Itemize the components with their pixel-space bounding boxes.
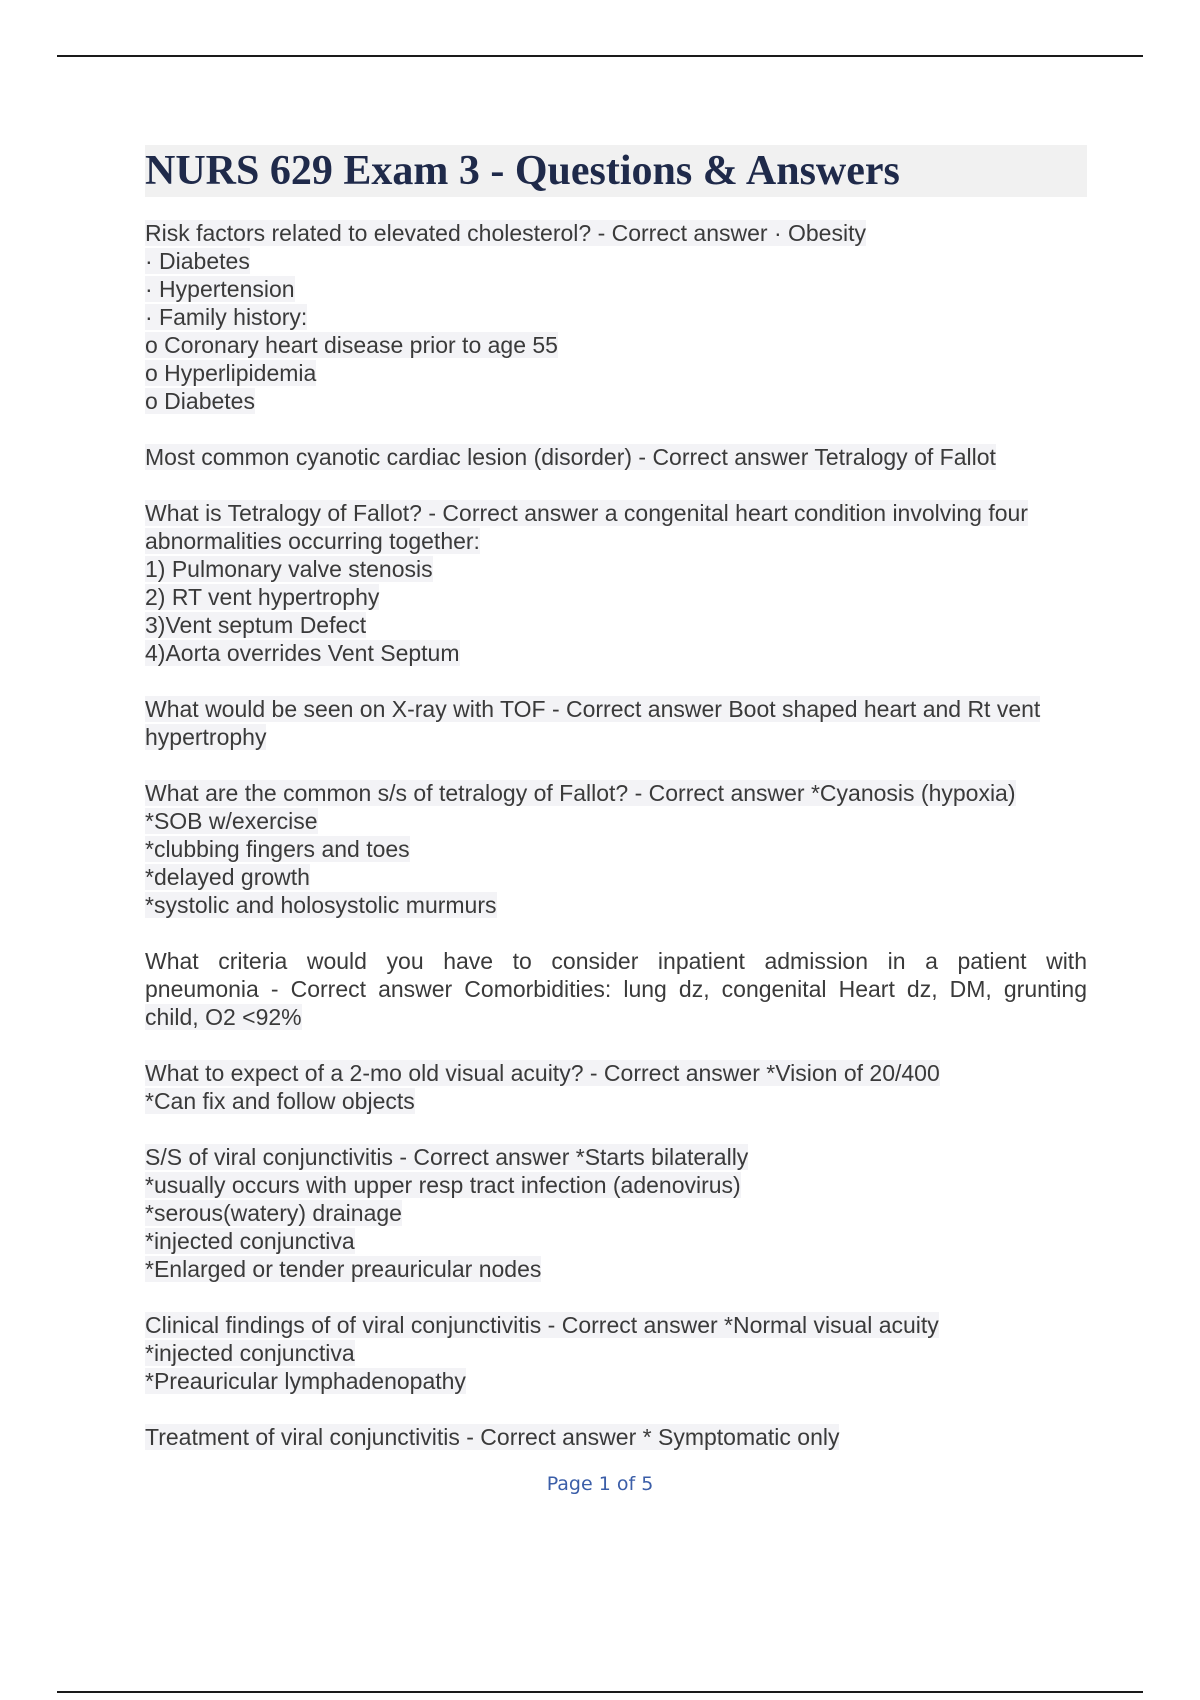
qa-line: abnormalities occurring together: (145, 528, 480, 554)
qa-line: 4)Aorta overrides Vent Septum (145, 640, 460, 666)
qa-line: What is Tetralogy of Fallot? - Correct answer a congenital heart condition involving four (145, 500, 1028, 526)
qa-item (145, 1423, 1087, 1451)
qa-line: What to expect of a 2-mo old visual acuity? - Correct answer *Vision of 20/400 (145, 1060, 940, 1086)
qa-line: *delayed growth (145, 864, 310, 890)
qa-line: hypertrophy (145, 724, 267, 750)
qa-item (145, 1059, 1087, 1115)
qa-item (145, 443, 1087, 471)
qa-line: o Diabetes (145, 388, 255, 414)
document-body (145, 145, 1087, 1479)
qa-line: pneumonia - Correct answer Comorbidities: lung dz, congenital Heart dz, DM, grunting (145, 976, 1087, 1002)
qa-line: 2) RT vent hypertrophy (145, 584, 380, 610)
qa-line: · Diabetes (145, 248, 250, 274)
qa-item (145, 947, 1087, 1031)
qa-item (145, 779, 1087, 919)
qa-line: child, O2 <92% (145, 1004, 302, 1030)
qa-line: *injected conjunctiva (145, 1228, 355, 1254)
qa-line: *clubbing fingers and toes (145, 836, 410, 862)
qa-line: What criteria would you have to consider inpatient admission in a patient with (145, 948, 1087, 974)
qa-line: o Coronary heart disease prior to age 55 (145, 332, 558, 358)
qa-line: Risk factors related to elevated cholesterol? - Correct answer · Obesity (145, 220, 866, 246)
qa-item (145, 499, 1087, 667)
qa-line: What would be seen on X-ray with TOF - Correct answer Boot shaped heart and Rt vent (145, 696, 1041, 722)
qa-line: Most common cyanotic cardiac lesion (disorder) - Correct answer Tetralogy of Fallot (145, 444, 996, 470)
qa-line: What are the common s/s of tetralogy of Fallot? - Correct answer *Cyanosis (hypoxia) (145, 780, 1016, 806)
qa-line: *Preauricular lymphadenopathy (145, 1368, 466, 1394)
page-number: Page 1 of 5 (546, 1473, 654, 1495)
qa-line: *serous(watery) drainage (145, 1200, 402, 1226)
qa-line: 1) Pulmonary valve stenosis (145, 556, 433, 582)
qa-line: · Family history: (145, 304, 308, 330)
qa-line: *Enlarged or tender preauricular nodes (145, 1256, 542, 1282)
qa-line: *systolic and holosystolic murmurs (145, 892, 497, 918)
qa-line: *Can fix and follow objects (145, 1088, 415, 1114)
qa-line: Clinical findings of of viral conjunctivitis - Correct answer *Normal visual acuity (145, 1312, 939, 1338)
qa-line: *SOB w/exercise (145, 808, 318, 834)
qa-line: *usually occurs with upper resp tract infection (adenovirus) (145, 1172, 741, 1198)
qa-item (145, 1311, 1087, 1395)
qa-item (145, 1143, 1087, 1283)
qa-line: 3)Vent septum Defect (145, 612, 367, 638)
qa-line: S/S of viral conjunctivitis - Correct answer *Starts bilaterally (145, 1144, 749, 1170)
qa-line: o Hyperlipidemia (145, 360, 317, 386)
footer-rule (57, 1691, 1143, 1693)
qa-line: *injected conjunctiva (145, 1340, 355, 1366)
qa-line: · Hypertension (145, 276, 295, 302)
qa-line: Treatment of viral conjunctivitis - Correct answer * Symptomatic only (145, 1424, 840, 1450)
page-title: NURS 629 Exam 3 - Questions & Answers (145, 145, 1087, 197)
header-rule (57, 55, 1143, 57)
qa-item (145, 695, 1087, 751)
qa-item (145, 219, 1087, 415)
